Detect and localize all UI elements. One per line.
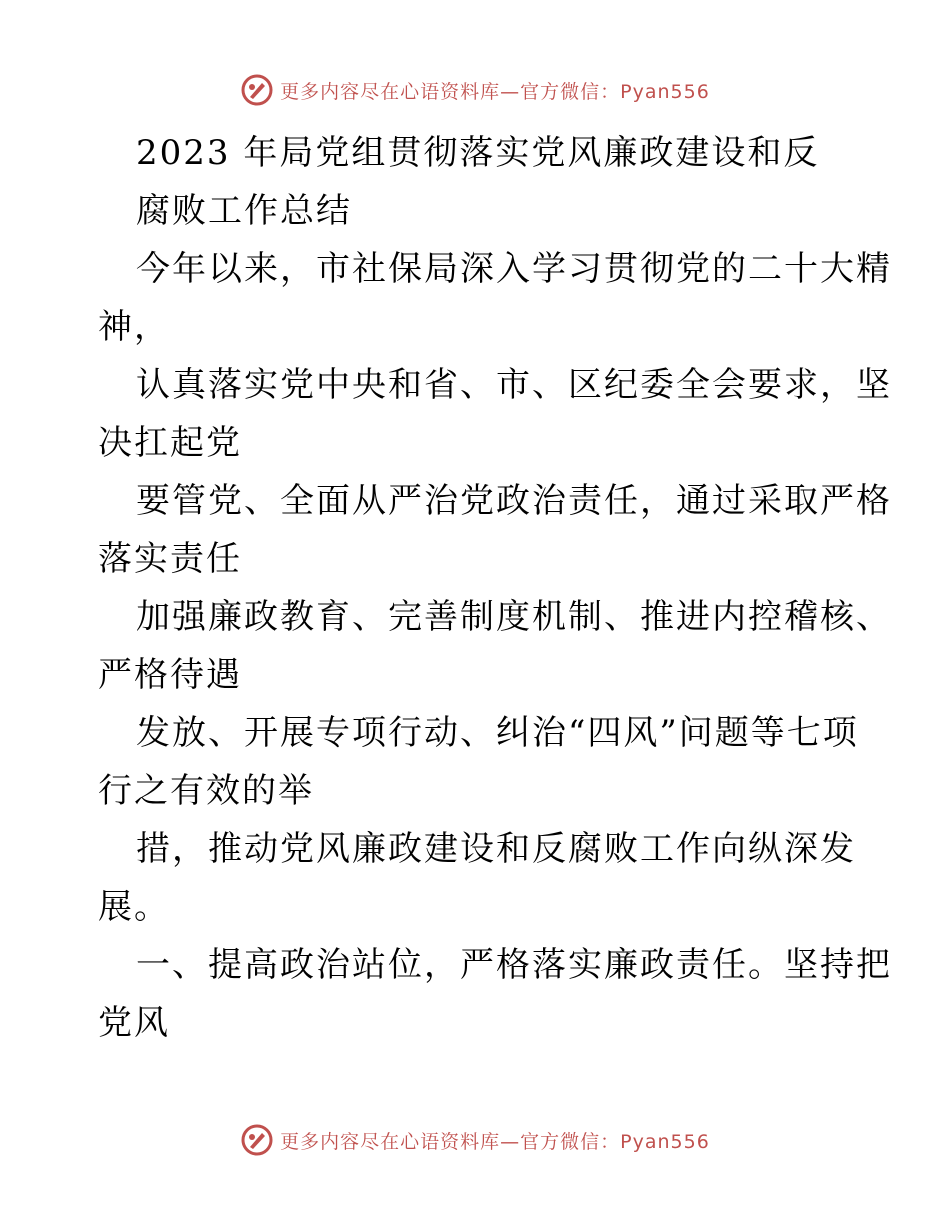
body-line: 行之有效的举 <box>98 771 314 811</box>
body-line: 加强廉政教育、完善制度机制、推进内控稽核、 <box>136 597 892 637</box>
body-line: 今年以来，市社保局深入学习贯彻党的二十大精 <box>136 249 892 289</box>
footer-banner-text: 更多内容尽在心语资料库—官方微信：Pyan556 <box>280 1130 710 1153</box>
body-line: 要管党、全面从严治党政治责任，通过采取严格 <box>136 481 892 521</box>
header-banner-text: 更多内容尽在心语资料库—官方微信：Pyan556 <box>280 80 710 103</box>
body-line: 发放、开展专项行动、纠治“四风”问题等七项 <box>136 713 859 753</box>
body-line: 决扛起党 <box>98 423 242 463</box>
body-line: 神， <box>98 307 170 347</box>
pen-nib-logo-icon <box>240 73 274 107</box>
document-body <box>98 124 892 1052</box>
pen-nib-logo-icon <box>240 1123 274 1157</box>
section-heading-line: 一、提高政治站位，严格落实廉政责任。坚持把 <box>136 945 892 985</box>
body-line: 落实责任 <box>98 539 242 579</box>
header-banner <box>0 70 950 110</box>
body-line: 展。 <box>98 887 170 927</box>
body-line: 认真落实党中央和省、市、区纪委全会要求，坚 <box>136 365 892 405</box>
body-line: 严格待遇 <box>98 655 242 695</box>
body-line: 措，推动党风廉政建设和反腐败工作向纵深发 <box>136 829 856 869</box>
document-title-line-2: 腐败工作总结 <box>136 191 352 231</box>
footer-banner <box>0 1120 950 1160</box>
body-line: 党风 <box>98 1003 170 1043</box>
document-title-line-1: 2023 年局党组贯彻落实党风廉政建设和反 <box>136 133 820 173</box>
